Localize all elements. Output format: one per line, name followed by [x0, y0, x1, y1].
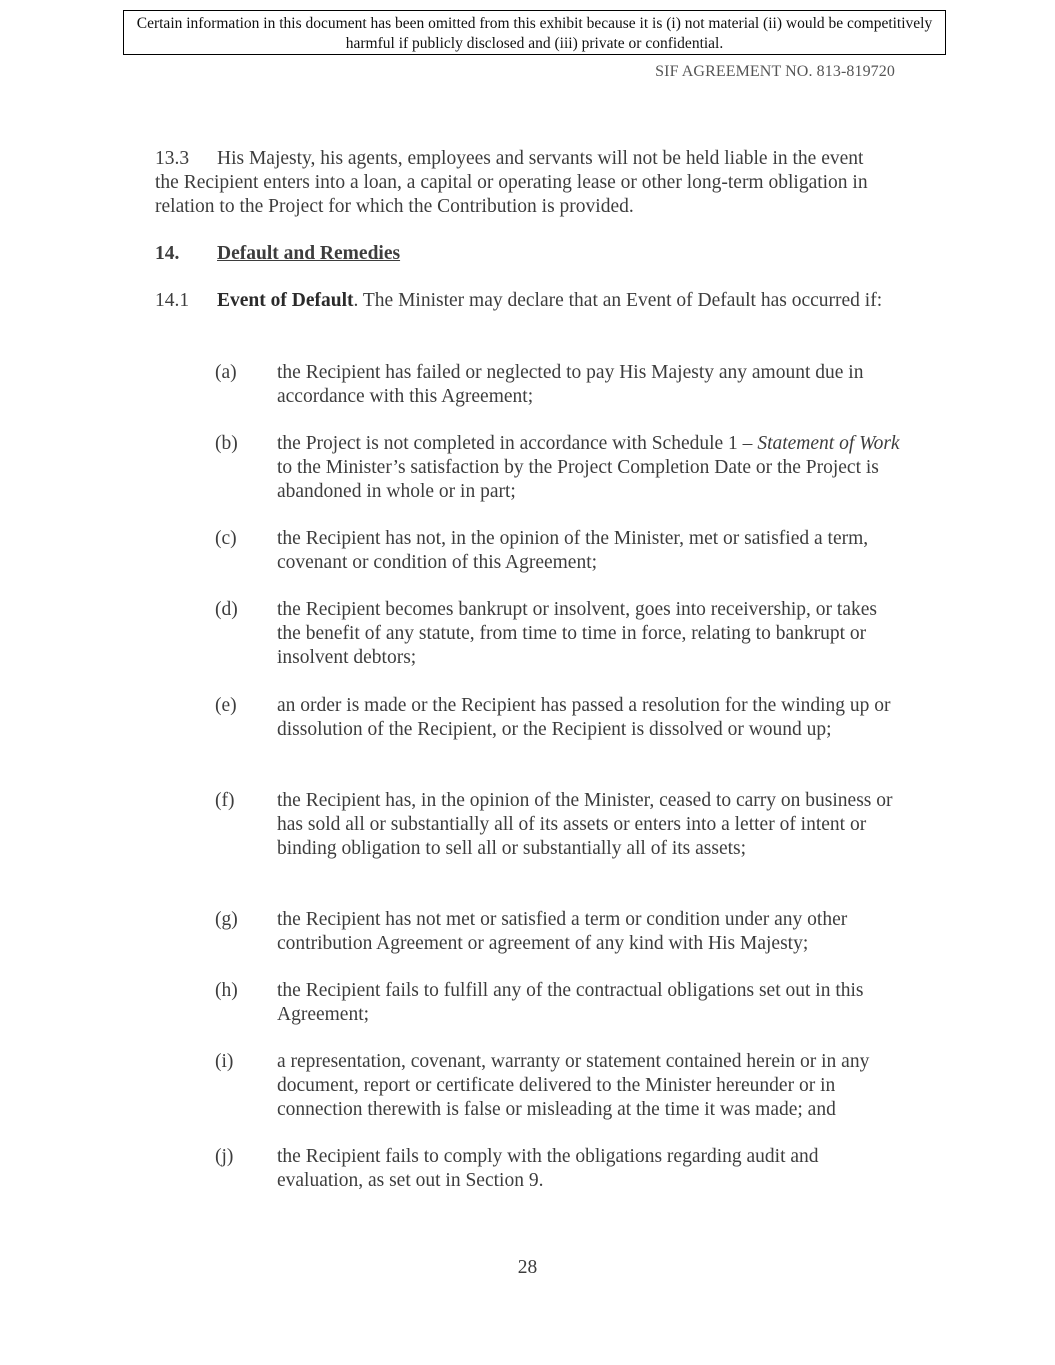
item-label: (b): [215, 433, 238, 454]
section-14-1: [155, 289, 905, 313]
item-label: (g): [215, 909, 238, 930]
item-label: (f): [215, 790, 235, 811]
page-number: 28: [517, 1257, 538, 1278]
item-label: (c): [215, 528, 237, 549]
list-item-b: [215, 432, 905, 504]
list-item-g: [215, 908, 905, 956]
list-item-f: [215, 789, 905, 861]
agreement-number: SIF AGREEMENT NO. 813-819720: [655, 63, 895, 80]
list-item-i: [215, 1050, 905, 1122]
item-text: the Recipient becomes bankrupt or insolvent, goes into receivership, or takes the benefit of any statute, from time to time in force, relating to bankrupt or insolvent debtors;: [277, 599, 877, 668]
list-item-a: [215, 361, 905, 409]
confidentiality-notice: Certain information in this document has been omitted from this exhibit because it is (i) not material (ii) would be competitively harmful if publicly disclosed and (iii) private or confidential.: [123, 10, 946, 55]
item-text: the Recipient fails to comply with the obligations regarding audit and evaluation, as set out in Section 9.: [277, 1146, 819, 1191]
item-text: the Recipient has failed or neglected to pay His Majesty any amount due in accordance with this Agreement;: [277, 362, 864, 407]
item-label: (d): [215, 599, 238, 620]
item-label: (j): [215, 1146, 234, 1167]
section-title: Default and Remedies: [217, 243, 401, 264]
section-number: 14.1: [155, 290, 190, 311]
schedule-title: Statement of Work: [757, 433, 900, 454]
list-item-c: [215, 527, 905, 575]
item-text: the Recipient fails to fulfill any of the contractual obligations set out in this Agreement;: [277, 980, 864, 1025]
item-text: the Project is not completed in accordance with Schedule 1 – Statement of Work to the Minister’s satisfaction by the Project Completion Date or the Project is abandoned in whole or in part;: [277, 433, 900, 502]
item-text: the Recipient has not met or satisfied a term or condition under any other contribution Agreement or agreement of any kind with His Majesty;: [277, 909, 848, 954]
section-number: 14.: [155, 243, 180, 264]
section-text: His Majesty, his agents, employees and servants will not be held liable in the event the Recipient enters into a loan, a capital or operating lease or other long-term obligation in relation to the Project for which the Contribution is provided.: [155, 148, 868, 217]
section-14-heading: [155, 242, 400, 266]
list-item-d: [215, 598, 905, 670]
item-text: the Recipient has, in the opinion of the Minister, ceased to carry on business or has sold all or substantially all of its assets or enters into a letter of intent or binding obligation to sell all or substantially all of its assets;: [277, 790, 893, 859]
section-text: . The Minister may declare that an Event of Default has occurred if:: [353, 290, 883, 311]
item-text: the Recipient has not, in the opinion of the Minister, met or satisfied a term, covenant or condition of this Agreement;: [277, 528, 869, 573]
item-label: (a): [215, 362, 237, 383]
list-item-e: [215, 694, 905, 742]
section-number: 13.3: [155, 148, 190, 169]
section-bold-title: Event of Default: [217, 290, 354, 311]
item-label: (e): [215, 695, 237, 716]
list-item-j: [215, 1145, 905, 1193]
section-13-3: [155, 147, 875, 219]
list-item-h: [215, 979, 905, 1027]
item-text: a representation, covenant, warranty or statement contained herein or in any document, report or certificate delivered to the Minister hereunder or in connection therewith is false or misleading at the time it was made; and: [277, 1051, 870, 1120]
item-text: an order is made or the Recipient has passed a resolution for the winding up or dissolution of the Recipient, or the Recipient is dissolved or wound up;: [277, 695, 891, 740]
item-label: (i): [215, 1051, 234, 1072]
item-label: (h): [215, 980, 238, 1001]
